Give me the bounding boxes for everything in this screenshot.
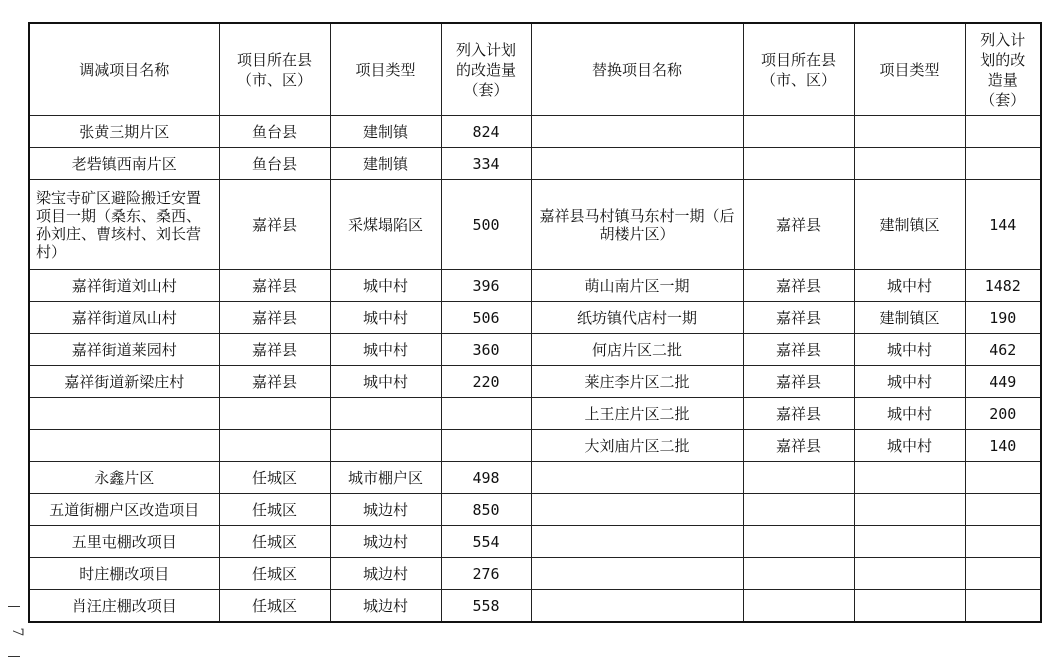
replacement-type: 城中村 xyxy=(854,334,965,366)
replacement-type xyxy=(854,148,965,180)
replacement-type xyxy=(854,558,965,590)
county: 嘉祥县 xyxy=(219,366,330,398)
reduced-project-name: 梁宝寺矿区避险搬迁安置项目一期（桑东、桑西、孙刘庄、曹垓村、刘长营村） xyxy=(29,180,219,270)
reduced-project-name xyxy=(29,398,219,430)
replacement-quantity xyxy=(965,590,1041,623)
planned-quantity: 558 xyxy=(441,590,531,623)
project-type: 城中村 xyxy=(330,302,441,334)
table-row xyxy=(29,494,1041,526)
replacement-project-name: 萌山南片区一期 xyxy=(531,270,743,302)
table-row xyxy=(29,462,1041,494)
replacement-type xyxy=(854,526,965,558)
county: 任城区 xyxy=(219,526,330,558)
replacement-county: 嘉祥县 xyxy=(743,334,854,366)
reduced-project-name: 嘉祥街道莱园村 xyxy=(29,334,219,366)
replacement-project-name: 何店片区二批 xyxy=(531,334,743,366)
replacement-type xyxy=(854,590,965,623)
project-type: 建制镇 xyxy=(330,116,441,148)
county: 任城区 xyxy=(219,558,330,590)
reduced-project-name: 肖汪庄棚改项目 xyxy=(29,590,219,623)
reduced-project-name: 五道街棚户区改造项目 xyxy=(29,494,219,526)
planned-quantity xyxy=(441,398,531,430)
table-row xyxy=(29,430,1041,462)
replacement-quantity xyxy=(965,494,1041,526)
county: 鱼台县 xyxy=(219,148,330,180)
planned-quantity: 276 xyxy=(441,558,531,590)
reduced-project-name: 嘉祥街道凤山村 xyxy=(29,302,219,334)
table-row xyxy=(29,116,1041,148)
replacement-quantity xyxy=(965,148,1041,180)
planned-quantity: 500 xyxy=(441,180,531,270)
replacement-type xyxy=(854,116,965,148)
replacement-county: 嘉祥县 xyxy=(743,180,854,270)
replacement-project-name: 嘉祥县马村镇马东村一期（后胡楼片区） xyxy=(531,180,743,270)
project-type: 城中村 xyxy=(330,334,441,366)
replacement-type: 城中村 xyxy=(854,366,965,398)
reduced-project-name: 时庄棚改项目 xyxy=(29,558,219,590)
replacement-county xyxy=(743,590,854,623)
replacement-quantity: 449 xyxy=(965,366,1041,398)
replacement-project-name xyxy=(531,116,743,148)
page-number: 7 xyxy=(9,627,25,637)
project-type: 采煤塌陷区 xyxy=(330,180,441,270)
replacement-quantity: 1482 xyxy=(965,270,1041,302)
table-row xyxy=(29,526,1041,558)
planned-quantity xyxy=(441,430,531,462)
replacement-quantity: 144 xyxy=(965,180,1041,270)
project-adjustment-table xyxy=(28,22,1042,623)
replacement-project-name xyxy=(531,590,743,623)
planned-quantity: 498 xyxy=(441,462,531,494)
header-reduced-project-name: 调减项目名称 xyxy=(29,23,219,116)
table-row xyxy=(29,270,1041,302)
page-number-dash-top xyxy=(8,606,20,607)
page-number-dash-bottom xyxy=(8,656,20,657)
project-type xyxy=(330,430,441,462)
table-row xyxy=(29,334,1041,366)
replacement-county: 嘉祥县 xyxy=(743,398,854,430)
header-replacement-quantity: 列入计 划的改 造量 （套） xyxy=(965,23,1041,116)
project-type: 城中村 xyxy=(330,366,441,398)
replacement-county: 嘉祥县 xyxy=(743,270,854,302)
planned-quantity: 220 xyxy=(441,366,531,398)
county: 任城区 xyxy=(219,462,330,494)
project-type: 城边村 xyxy=(330,590,441,623)
replacement-type: 城中村 xyxy=(854,270,965,302)
replacement-county xyxy=(743,148,854,180)
reduced-project-name: 嘉祥街道刘山村 xyxy=(29,270,219,302)
replacement-project-name: 莱庄李片区二批 xyxy=(531,366,743,398)
replacement-type: 建制镇区 xyxy=(854,180,965,270)
header-replacement-type: 项目类型 xyxy=(854,23,965,116)
replacement-type: 城中村 xyxy=(854,398,965,430)
replacement-quantity xyxy=(965,558,1041,590)
project-type: 城边村 xyxy=(330,558,441,590)
reduced-project-name: 老砦镇西南片区 xyxy=(29,148,219,180)
replacement-quantity: 200 xyxy=(965,398,1041,430)
replacement-project-name xyxy=(531,526,743,558)
replacement-county: 嘉祥县 xyxy=(743,430,854,462)
county: 任城区 xyxy=(219,590,330,623)
table-row xyxy=(29,302,1041,334)
county: 鱼台县 xyxy=(219,116,330,148)
project-type: 城中村 xyxy=(330,270,441,302)
replacement-project-name xyxy=(531,494,743,526)
replacement-county: 嘉祥县 xyxy=(743,366,854,398)
planned-quantity: 360 xyxy=(441,334,531,366)
planned-quantity: 554 xyxy=(441,526,531,558)
replacement-county xyxy=(743,462,854,494)
replacement-quantity xyxy=(965,526,1041,558)
table-row xyxy=(29,148,1041,180)
replacement-county xyxy=(743,558,854,590)
replacement-type xyxy=(854,462,965,494)
project-type: 城市棚户区 xyxy=(330,462,441,494)
reduced-project-name: 张黄三期片区 xyxy=(29,116,219,148)
replacement-project-name: 大刘庙片区二批 xyxy=(531,430,743,462)
reduced-project-name: 五里屯棚改项目 xyxy=(29,526,219,558)
reduced-project-name: 永鑫片区 xyxy=(29,462,219,494)
replacement-project-name: 纸坊镇代店村一期 xyxy=(531,302,743,334)
table-row xyxy=(29,180,1041,270)
table-row xyxy=(29,590,1041,623)
reduced-project-name xyxy=(29,430,219,462)
header-replacement-project-name: 替换项目名称 xyxy=(531,23,743,116)
page-number-marker xyxy=(7,596,25,668)
replacement-quantity xyxy=(965,116,1041,148)
reduced-project-name: 嘉祥街道新梁庄村 xyxy=(29,366,219,398)
header-row xyxy=(29,23,1041,116)
replacement-quantity xyxy=(965,462,1041,494)
county xyxy=(219,398,330,430)
replacement-county xyxy=(743,494,854,526)
county: 嘉祥县 xyxy=(219,180,330,270)
county xyxy=(219,430,330,462)
project-type: 建制镇 xyxy=(330,148,441,180)
replacement-type: 建制镇区 xyxy=(854,302,965,334)
table-row xyxy=(29,366,1041,398)
planned-quantity: 506 xyxy=(441,302,531,334)
table-row xyxy=(29,398,1041,430)
replacement-project-name xyxy=(531,148,743,180)
replacement-project-name xyxy=(531,462,743,494)
replacement-project-name: 上王庄片区二批 xyxy=(531,398,743,430)
county: 嘉祥县 xyxy=(219,302,330,334)
planned-quantity: 334 xyxy=(441,148,531,180)
replacement-quantity: 140 xyxy=(965,430,1041,462)
replacement-quantity: 462 xyxy=(965,334,1041,366)
table-row xyxy=(29,558,1041,590)
project-type xyxy=(330,398,441,430)
planned-quantity: 824 xyxy=(441,116,531,148)
project-type: 城边村 xyxy=(330,526,441,558)
replacement-county xyxy=(743,116,854,148)
replacement-county: 嘉祥县 xyxy=(743,302,854,334)
project-type: 城边村 xyxy=(330,494,441,526)
header-replacement-county: 项目所在县 （市、区） xyxy=(743,23,854,116)
header-planned-quantity: 列入计划 的改造量 （套） xyxy=(441,23,531,116)
replacement-type: 城中村 xyxy=(854,430,965,462)
replacement-quantity: 190 xyxy=(965,302,1041,334)
planned-quantity: 850 xyxy=(441,494,531,526)
county: 嘉祥县 xyxy=(219,334,330,366)
planned-quantity: 396 xyxy=(441,270,531,302)
replacement-county xyxy=(743,526,854,558)
county: 任城区 xyxy=(219,494,330,526)
replacement-project-name xyxy=(531,558,743,590)
replacement-type xyxy=(854,494,965,526)
county: 嘉祥县 xyxy=(219,270,330,302)
header-project-type: 项目类型 xyxy=(330,23,441,116)
header-county: 项目所在县 （市、区） xyxy=(219,23,330,116)
